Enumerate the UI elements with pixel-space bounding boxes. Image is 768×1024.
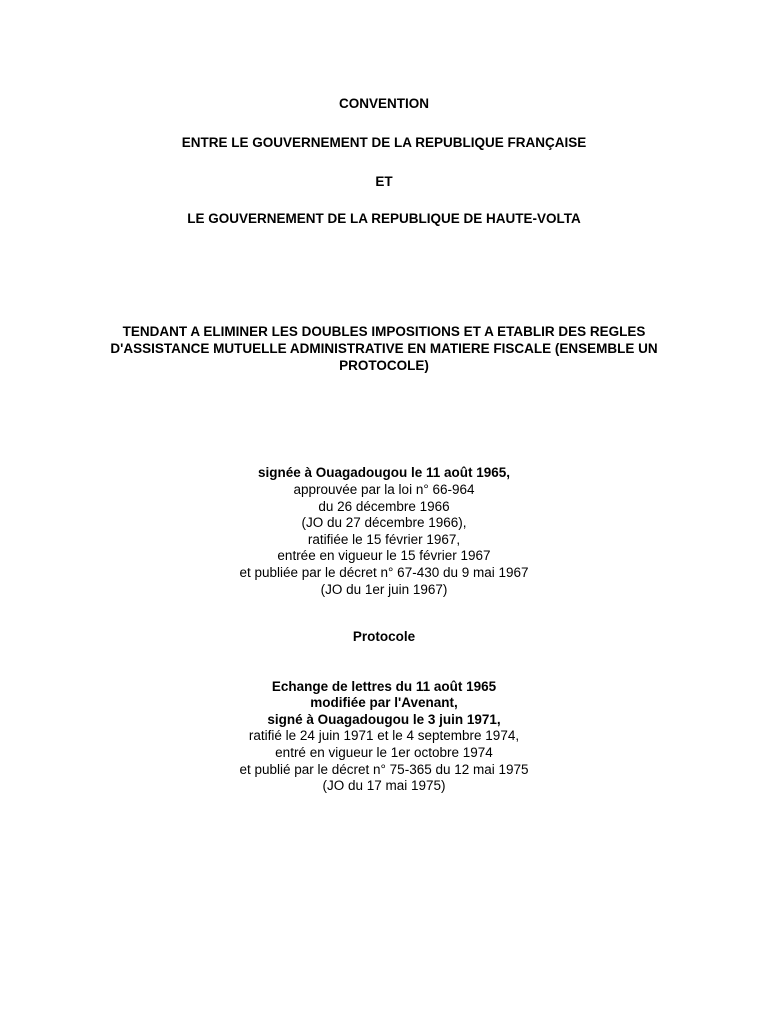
protocol-label: Protocole <box>352 629 416 644</box>
convention-history-line: (JO du 1er juin 1967) <box>320 582 448 597</box>
convention-signature: signée à Ouagadougou le 11 août 1965, <box>257 465 511 480</box>
protocol-heading-line: modifiée par l'Avenant, <box>310 695 458 710</box>
purpose-line: D'ASSISTANCE MUTUELLE ADMINISTRATIVE EN MATIERE FISCALE (ENSEMBLE UN <box>110 341 658 356</box>
convention-history-line: entrée en vigueur le 15 février 1967 <box>277 548 491 563</box>
document-title: CONVENTION <box>338 96 429 111</box>
convention-history-line: et publiée par le décret n° 67-430 du 9 mai 1967 <box>239 565 529 580</box>
convention-history-line: (JO du 27 décembre 1966), <box>301 515 467 530</box>
protocol-history-line: entré en vigueur le 1er octobre 1974 <box>275 745 493 760</box>
protocol-history-line: et publié par le décret n° 75-365 du 12 mai 1975 <box>239 762 529 777</box>
convention-history-line: ratifiée le 15 février 1967, <box>307 532 461 547</box>
protocol-history-line: ratifié le 24 juin 1971 et le 4 septembre 1974, <box>248 728 520 743</box>
protocol-heading-line: Echange de lettres du 11 août 1965 <box>271 679 497 694</box>
purpose-line: TENDANT A ELIMINER LES DOUBLES IMPOSITIONS ET A ETABLIR DES REGLES <box>122 324 646 339</box>
conjunction: ET <box>375 174 393 189</box>
convention-history-line: approuvée par la loi n° 66-964 <box>293 482 475 497</box>
convention-history-line: du 26 décembre 1966 <box>318 499 450 514</box>
party-france: ENTRE LE GOUVERNEMENT DE LA REPUBLIQUE FRANÇAISE <box>181 135 587 150</box>
protocol-heading-line: signé à Ouagadougou le 3 juin 1971, <box>267 712 501 727</box>
party-haute-volta: LE GOUVERNEMENT DE LA REPUBLIQUE DE HAUTE-VOLTA <box>187 211 581 226</box>
protocol-history-line: (JO du 17 mai 1975) <box>322 778 446 793</box>
purpose-line: PROTOCOLE) <box>339 358 429 373</box>
